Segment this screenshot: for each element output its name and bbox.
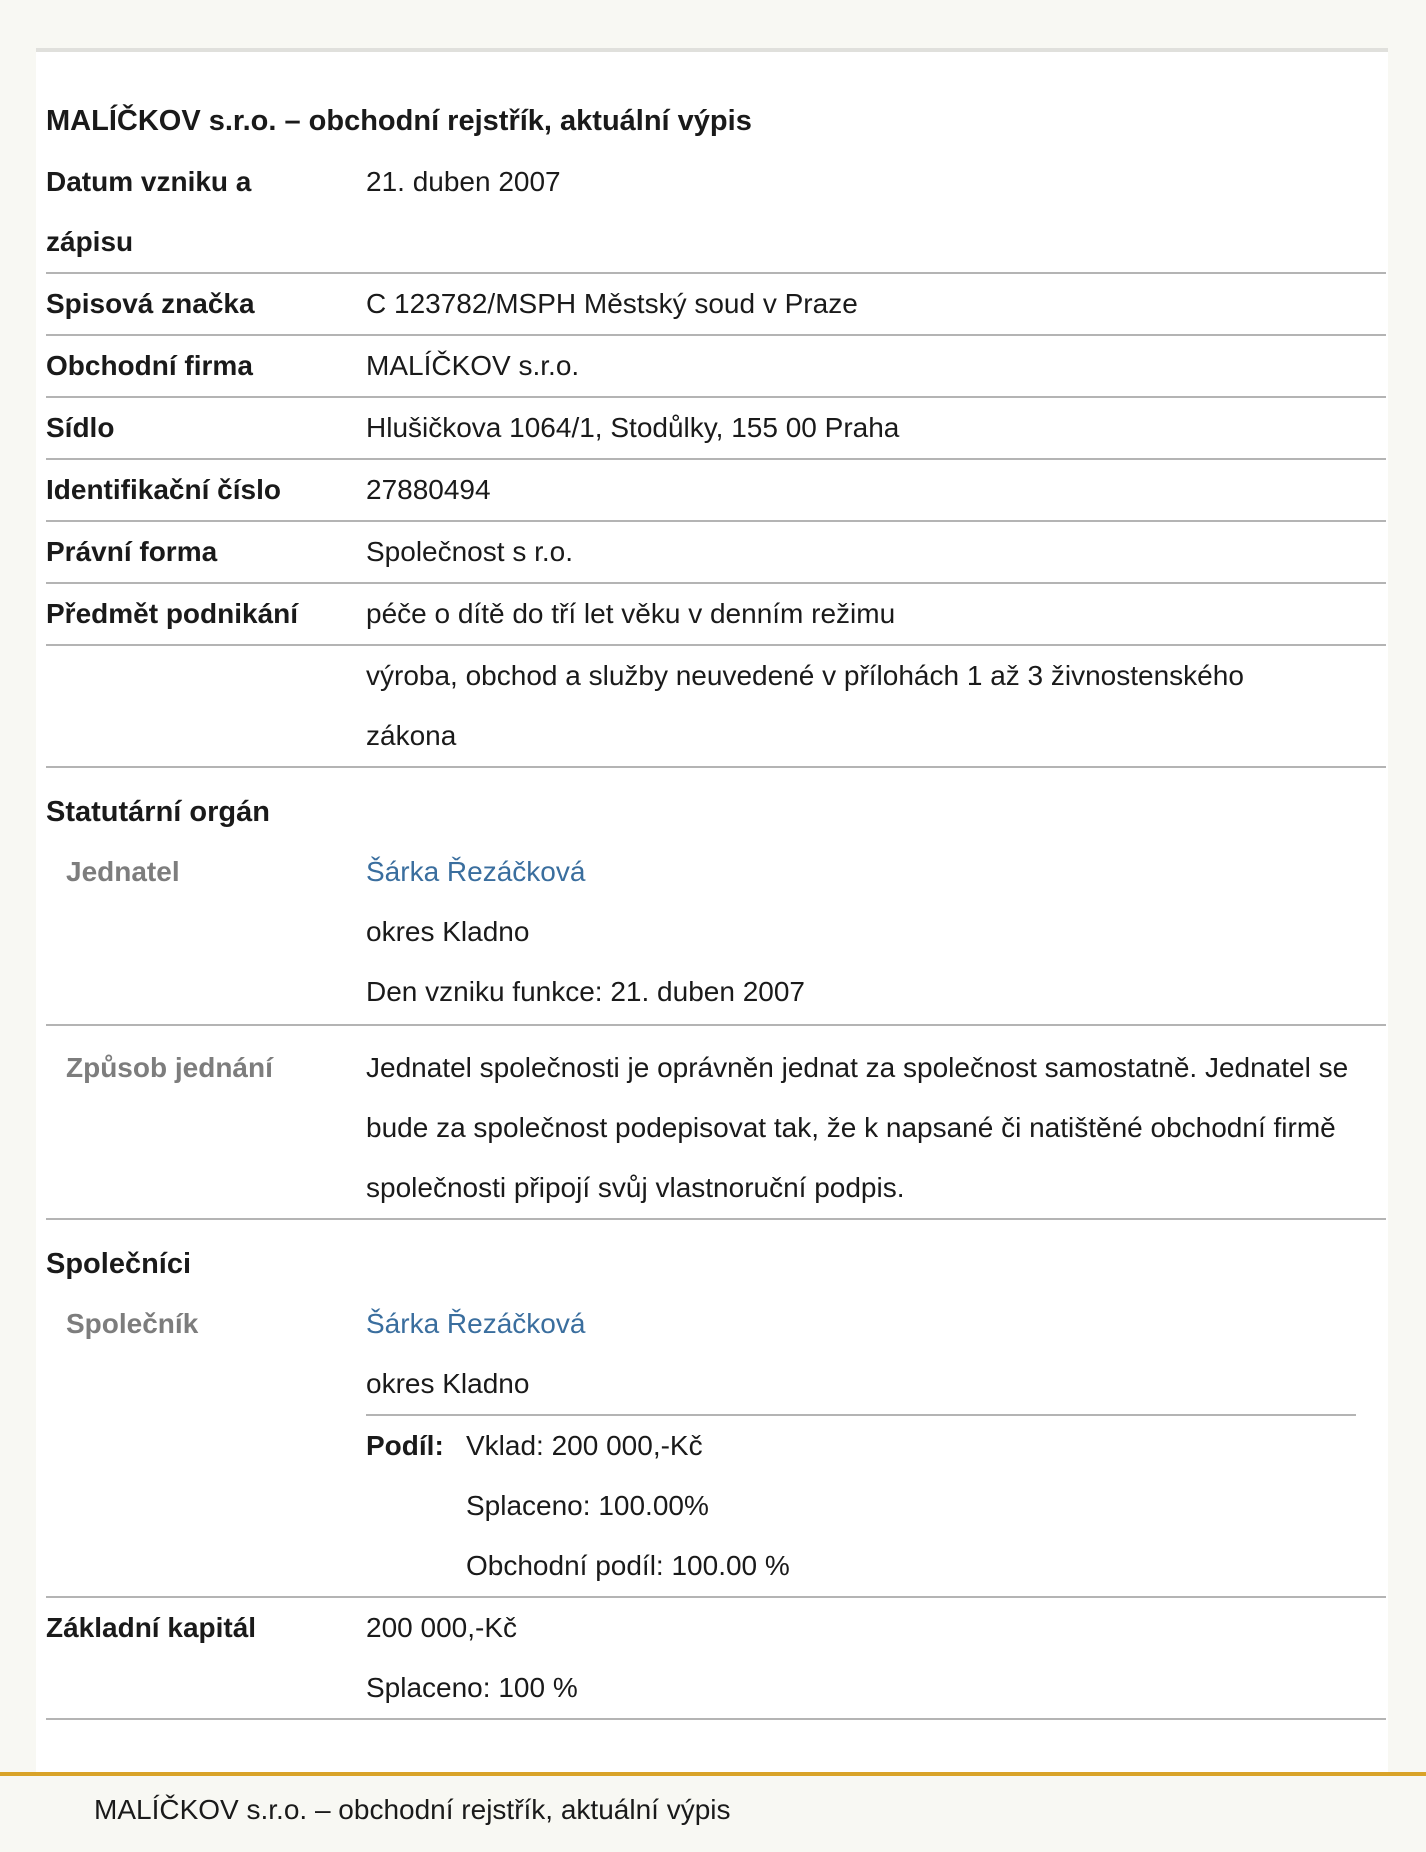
row-label: Sídlo bbox=[46, 412, 115, 443]
row-ico bbox=[46, 460, 1386, 522]
row-label-empty bbox=[46, 646, 366, 766]
row-jednatel bbox=[46, 842, 1386, 1026]
row-spis bbox=[46, 274, 1386, 336]
row-zpusob bbox=[46, 1026, 1386, 1220]
row-spolecnik bbox=[46, 1294, 1386, 1598]
jednatel-name-link[interactable]: Šárka Řezáčková bbox=[366, 856, 586, 887]
row-value: Společnost s r.o. bbox=[366, 536, 574, 567]
row-label: Obchodní firma bbox=[46, 350, 253, 381]
jednatel-details bbox=[366, 842, 1386, 1022]
row-value: 21. duben 2007 bbox=[366, 166, 561, 197]
row-datum bbox=[46, 152, 1386, 274]
kapital-label: Základní kapitál bbox=[46, 1612, 257, 1643]
jednatel-label: Jednatel bbox=[66, 856, 180, 887]
kapital-details bbox=[366, 1598, 1386, 1718]
row-value: MALÍČKOV s.r.o. bbox=[366, 350, 580, 381]
footer bbox=[0, 1772, 1426, 1852]
podil-block bbox=[366, 1414, 1356, 1596]
podil-label: Podíl: bbox=[366, 1430, 444, 1461]
row-label: Právní forma bbox=[46, 536, 218, 567]
podil-vklad: Vklad: 200 000,-Kč bbox=[466, 1430, 703, 1461]
row-value: výroba, obchod a služby neuvedené v přílohách 1 až 3 živnostenského zákona bbox=[366, 660, 1244, 751]
row-label: Datum vzniku a zápisu bbox=[46, 166, 252, 257]
spolecnik-name-link[interactable]: Šárka Řezáčková bbox=[366, 1308, 586, 1339]
row-value: Hlušičkova 1064/1, Stodůlky, 155 00 Praha bbox=[366, 412, 900, 443]
row-predmet bbox=[46, 584, 1386, 646]
row-value: C 123782/MSPH Městský soud v Praze bbox=[366, 288, 858, 319]
document-card bbox=[36, 48, 1388, 1776]
row-label: Identifikační číslo bbox=[46, 474, 281, 505]
jednatel-okres: okres Kladno bbox=[366, 916, 530, 947]
register-extract bbox=[46, 52, 1386, 1720]
row-value: péče o dítě do tří let věku v denním režimu bbox=[366, 598, 896, 629]
row-sidlo bbox=[46, 398, 1386, 460]
spolecnik-label: Společník bbox=[66, 1308, 199, 1339]
zpusob-label: Způsob jednání bbox=[66, 1052, 273, 1083]
page-title: MALÍČKOV s.r.o. – obchodní rejstřík, aktuální výpis bbox=[46, 105, 752, 137]
section-statutarni: Statutární orgán bbox=[46, 796, 270, 828]
spolecnik-details bbox=[366, 1294, 1386, 1596]
zpusob-text: Jednatel společnosti je oprávněn jednat za společnost samostatně. Jednatel se bude za společnost podepisovat tak, že k napsané či natištěné obchodní firmě společnosti připojí svůj vlastnoruční podpis. bbox=[366, 1052, 1349, 1203]
row-label: Spisová značka bbox=[46, 288, 255, 319]
row-firma bbox=[46, 336, 1386, 398]
podil-obchodni: Obchodní podíl: 100.00 % bbox=[466, 1550, 790, 1581]
podil-splaceno: Splaceno: 100.00% bbox=[466, 1490, 709, 1521]
row-forma bbox=[46, 522, 1386, 584]
row-value: 27880494 bbox=[366, 474, 491, 505]
kapital-value: 200 000,-Kč bbox=[366, 1612, 517, 1643]
jednatel-vznik: Den vzniku funkce: 21. duben 2007 bbox=[366, 976, 805, 1007]
spolecnik-okres: okres Kladno bbox=[366, 1368, 530, 1399]
row-predmet-2 bbox=[46, 646, 1386, 768]
podil-values bbox=[466, 1416, 1356, 1596]
kapital-splaceno: Splaceno: 100 % bbox=[366, 1672, 578, 1703]
row-label: Předmět podnikání bbox=[46, 598, 299, 629]
row-kapital bbox=[46, 1598, 1386, 1720]
section-spolecnici: Společníci bbox=[46, 1248, 192, 1280]
footer-title: MALÍČKOV s.r.o. – obchodní rejstřík, aktuální výpis bbox=[94, 1794, 731, 1825]
